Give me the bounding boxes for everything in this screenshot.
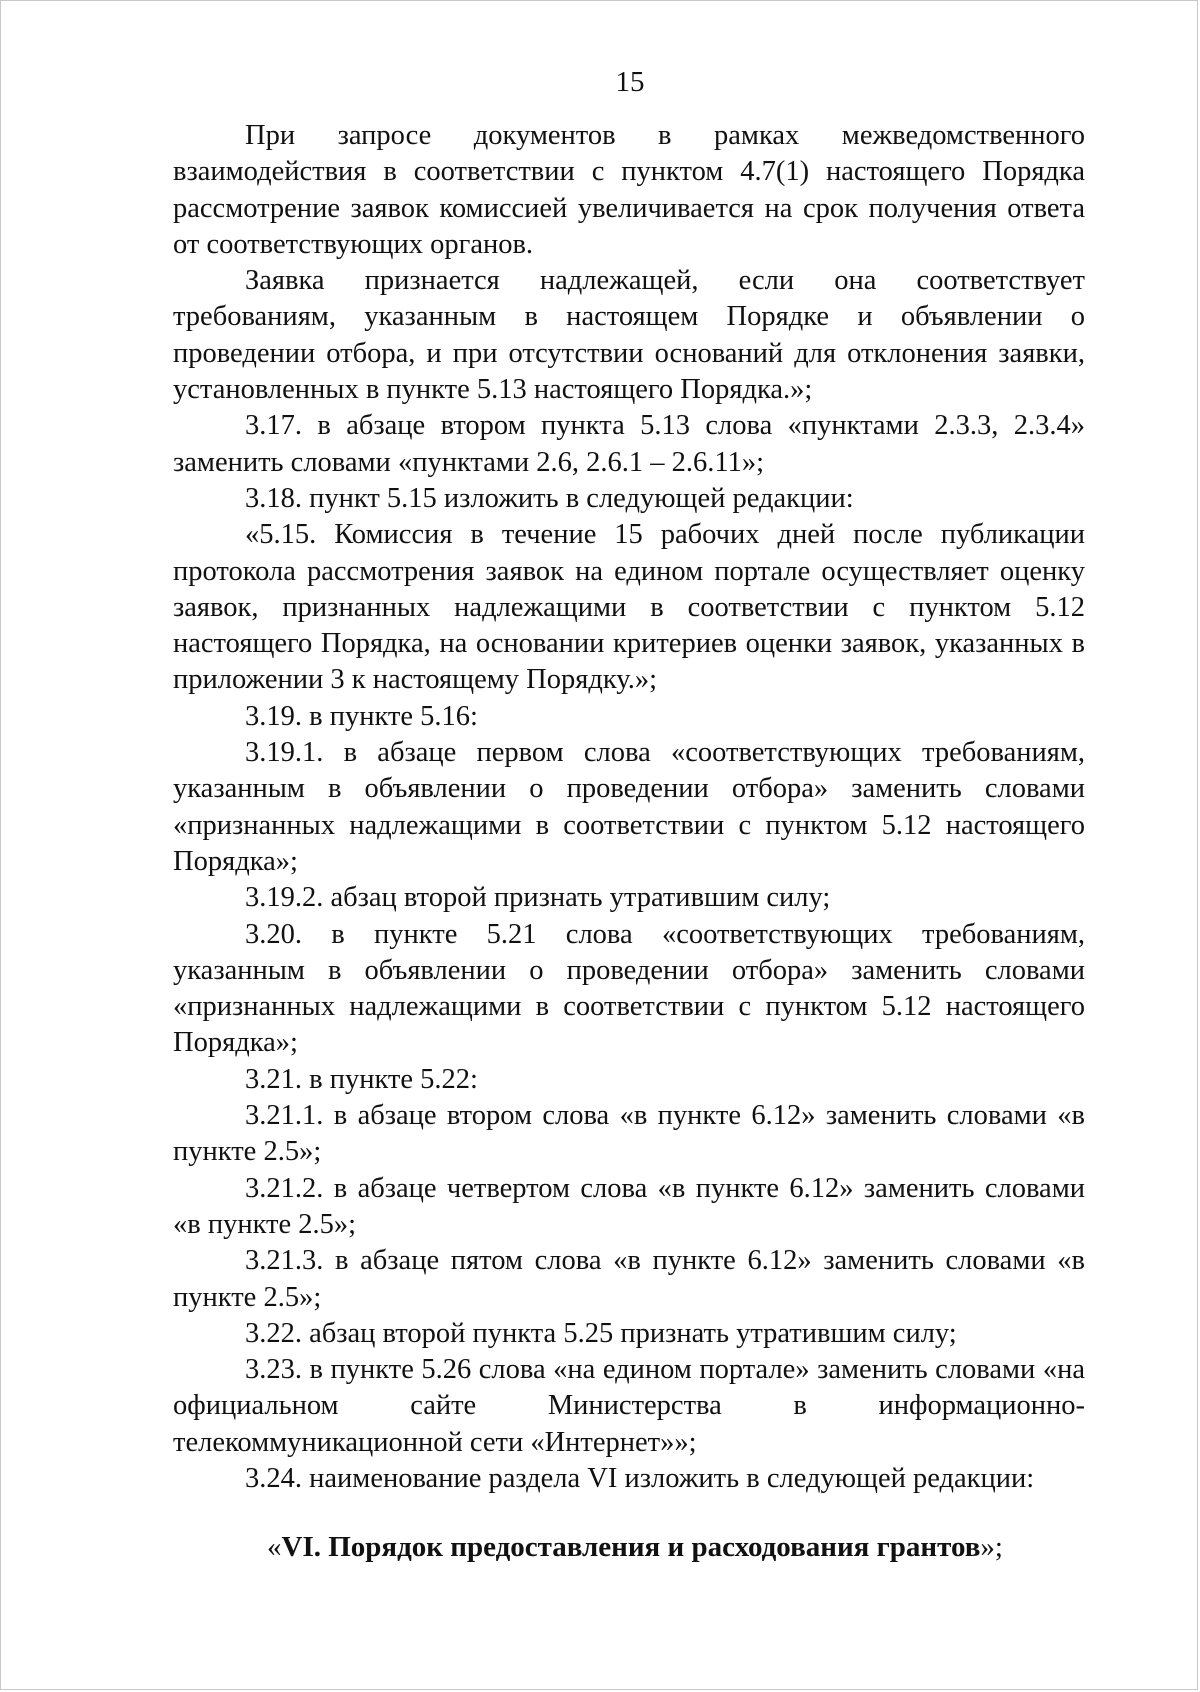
paragraph: 3.21. в пункте 5.22: (245, 1063, 478, 1095)
paragraph: При запросе документов в рамках межведомственного взаимодействия в соответствии с пунктом 4.7(1) настоящего Порядка рассмотрение заявок комиссией увеличивается на срок получения ответа от соответствующих органов. (173, 120, 1085, 260)
paragraph: 3.23. в пункте 5.26 слова «на едином портале» заменить словами «на официальном сайте Министерства в информационно-телекоммуникационной сети «Интернет»»; (173, 1354, 1085, 1458)
heading-close: »; (980, 1531, 1003, 1564)
paragraph: 3.20. в пункте 5.21 слова «соответствующих требованиям, указанным в объявлении о проведении отбора» заменить словами «признанных надлежащими в соответствии с пунктом 5.12 настоящего Порядка»; (173, 918, 1085, 1059)
paragraph: 3.19.1. в абзаце первом слова «соответствующих требованиям, указанным в объявлении о проведении отбора» заменить словами «признанных надлежащими в соответствии с пунктом 5.12 настоящего Порядка»; (173, 737, 1085, 877)
paragraph: 3.19.2. абзац второй признать утратившим силу; (245, 882, 831, 914)
page-number: 15 (615, 66, 645, 98)
section-heading (173, 1529, 1085, 1565)
heading-open-quote: « (267, 1531, 282, 1564)
paragraph: Заявка признается надлежащей, если она соответствует требованиям, указанным в настоящем Порядке и объявлении о проведении отбора, и при отсутствии оснований для отклонения заявки, установленных в пункте 5.13 настоящего Порядка.»; (173, 265, 1085, 406)
heading-title: VI. Порядок предоставления и расходования грантов (281, 1531, 981, 1564)
paragraph: 3.22. абзац второй пункта 5.25 признать утратившим силу; (245, 1317, 957, 1349)
paragraph: 3.21.2. в абзаце четвертом слова «в пункте 6.12» заменить словами «в пункте 2.5»; (173, 1172, 1085, 1240)
paragraph: 3.18. пункт 5.15 изложить в следующей редакции: (245, 482, 854, 514)
paragraph: 3.17. в абзаце втором пункта 5.13 слова «пунктами 2.3.3, 2.3.4» заменить словами «пунктами 2.6, 2.6.1 – 2.6.11»; (173, 410, 1085, 478)
paragraph: 3.19. в пункте 5.16: (245, 700, 478, 732)
paragraph: «5.15. Комиссия в течение 15 рабочих дней после публикации протокола рассмотрения заявок на едином портале осуществляет оценку заявок, признанных надлежащими в соответствии с пунктом 5.12 настоящего Порядка, на основании критериев оценки заявок, указанных в приложении 3 к настоящему Порядку.»; (173, 519, 1085, 696)
document-body (173, 118, 1085, 1566)
paragraph: 3.24. наименование раздела VI изложить в следующей редакции: (245, 1462, 1035, 1494)
paragraph: 3.21.3. в абзаце пятом слова «в пункте 6.12» заменить словами «в пункте 2.5»; (173, 1245, 1085, 1313)
paragraph: 3.21.1. в абзаце втором слова «в пункте 6.12» заменить словами «в пункте 2.5»; (173, 1100, 1085, 1168)
